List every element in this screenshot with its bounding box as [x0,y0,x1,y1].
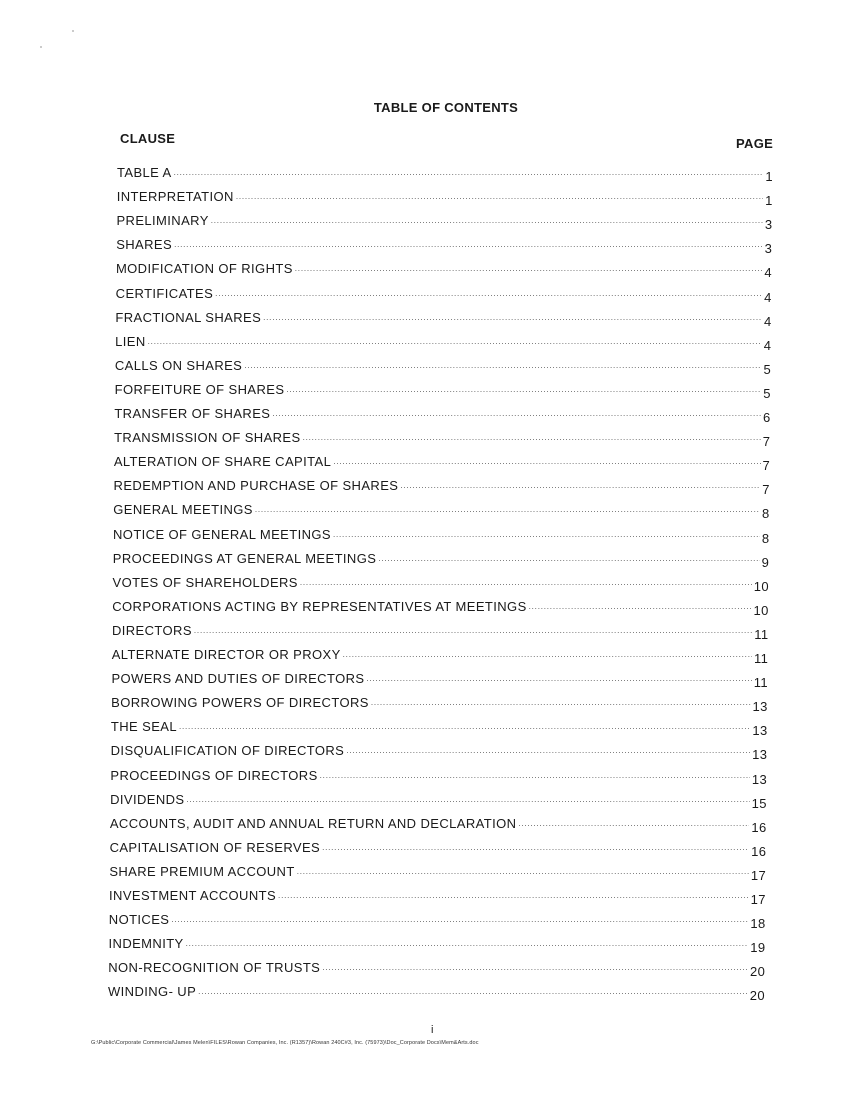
toc-dot-leader [198,982,748,996]
toc-entry-page: 4 [764,289,772,305]
toc-entry-label: CALLS ON SHARES [114,357,243,373]
toc-dot-leader [371,693,751,707]
toc-entry [109,862,767,883]
toc-dot-leader [529,597,752,611]
toc-entry [115,284,772,305]
toc-entry-label: NON-RECOGNITION OF TRUSTS [108,960,321,976]
toc-entry-label: GENERAL MEETINGS [113,502,253,518]
page-number: i [431,1024,434,1036]
scan-speck [40,46,42,48]
toc-entry-label: ALTERNATE DIRECTOR OR PROXY [111,647,341,662]
toc-dot-leader [322,958,748,972]
toc-dot-leader [179,717,750,731]
scan-speck [72,30,74,32]
toc-entry-label: VOTES OF SHAREHOLDERS [112,574,298,590]
toc-dot-leader [148,332,762,346]
toc-entry-label: PROCEEDINGS OF DIRECTORS [110,767,318,783]
toc-entry-page: 9 [761,554,770,570]
toc-entry-label: WINDING- UP [108,984,197,1000]
toc-dot-leader [215,284,762,298]
toc-entry-label: REDEMPTION AND PURCHASE OF SHARES [113,478,399,494]
toc-entry-page: 13 [752,699,768,715]
toc-entry-label: DISQUALIFICATION OF DIRECTORS [110,743,345,759]
toc-dot-leader [263,308,762,322]
toc-entry-label: INDEMNITY [108,936,184,952]
page-title: TABLE OF CONTENTS [373,100,519,115]
toc-entry [111,621,769,642]
toc-entry [109,814,767,835]
toc-dot-leader [333,452,760,466]
toc-entry-page: 5 [763,385,771,401]
toc-dot-leader [400,476,760,490]
toc-entry-page: 17 [750,892,766,907]
toc-entry [116,211,773,233]
toc-entry [113,500,770,522]
toc-entry-label: PROCEEDINGS AT GENERAL MEETINGS [112,550,377,566]
toc-entry [109,838,767,859]
toc-entry-label: PRELIMINARY [116,213,209,229]
toc-dot-leader [300,573,752,587]
toc-dot-leader [343,645,752,659]
toc-entry [114,428,771,450]
toc-entry-label: FORFEITURE OF SHARES [114,381,285,397]
toc-dot-leader [518,814,749,828]
toc-dot-leader [333,525,760,539]
toc-entry [108,910,766,932]
toc-entry-label: SHARES [116,237,173,253]
toc-entry-page: 16 [751,843,767,859]
toc-entry-page: 18 [750,916,766,932]
toc-entry-label: CORPORATIONS ACTING BY REPRESENTATIVES AT MEETINGS [112,598,527,614]
toc-entry-page: 10 [753,578,769,594]
toc-entry [108,982,765,1004]
toc-entry-page: 5 [763,361,772,377]
toc-entry-label: INTERPRETATION [116,189,234,205]
toc-entry-page: 7 [762,434,771,450]
toc-entry-page: 1 [765,193,773,209]
toc-entry-page: 8 [762,506,770,522]
toc-entry-page: 11 [754,626,769,642]
toc-entry [111,669,769,691]
toc-entry-page: 3 [764,217,773,233]
clause-column-header: CLAUSE [120,131,176,146]
toc-entry-page: 1 [765,169,773,184]
toc-entry-page: 11 [753,675,769,691]
toc-entry-label: ALTERATION OF SHARE CAPITAL [113,454,332,470]
toc-entry-page: 4 [763,313,772,329]
toc-entry-page: 8 [761,530,770,546]
toc-entry [114,380,771,401]
toc-dot-leader [297,862,749,876]
toc-dot-leader [186,934,749,948]
toc-dot-leader [171,910,748,924]
toc-entry-label: NOTICE OF GENERAL MEETINGS [113,526,331,542]
toc-entry [116,235,773,257]
toc-entry-page: 4 [764,265,773,281]
toc-entry [116,187,773,209]
toc-entry-label: DIVIDENDS [110,791,185,807]
toc-entry-label: CERTIFICATES [115,285,214,301]
toc-entry-page: 13 [751,771,768,787]
toc-entry-label: LIEN [115,333,146,349]
toc-entry [108,958,766,980]
footer-file-path: G:\Public\Corporate Commercial\James Melen\FILES\Rowan Companies, Inc. (R1357)\Rowan 240C#3, Inc. (75973)\Doc_Corporate Docs\Mem&Arts.doc [91,1040,479,1046]
toc-dot-leader [346,741,750,755]
toc-entry-page: 16 [751,819,767,835]
toc-entry-page: 13 [752,747,768,763]
toc-entry [114,404,771,425]
toc-entry [115,259,773,281]
toc-dot-leader [303,428,761,442]
toc-entry-label: CAPITALISATION OF RESERVES [109,839,321,855]
toc-dot-leader [272,404,761,418]
toc-entry [114,356,772,377]
toc-entry [113,476,770,498]
page-column-header: PAGE [736,136,774,151]
toc-entry-page: 3 [764,241,773,257]
toc-entry-page: 4 [763,337,772,353]
toc-dot-leader [211,211,763,225]
toc-entry-label: TRANSMISSION OF SHARES [114,430,301,446]
toc-entry-page: 7 [762,458,771,474]
toc-dot-leader [378,549,759,563]
toc-dot-leader [255,500,760,514]
toc-entry [112,573,770,594]
toc-dot-leader [322,838,749,852]
toc-entry-label: BORROWING POWERS OF DIRECTORS [111,695,369,711]
toc-entry-label: THE SEAL [110,719,177,735]
toc-entry [115,308,772,329]
toc-entry-label: NOTICES [108,912,170,928]
toc-entry [115,332,772,353]
toc-dot-leader [366,669,751,683]
toc-entry-label: SHARE PREMIUM ACCOUNT [109,863,295,879]
toc-dot-leader [278,886,749,900]
toc-entry-page: 17 [750,867,767,883]
toc-dot-leader [174,163,764,177]
toc-entry [111,693,768,715]
toc-entry-page: 20 [749,988,765,1004]
toc-entry [110,741,768,763]
toc-entry-label: DIRECTORS [111,622,192,638]
toc-entry [109,886,766,907]
toc-dot-leader [295,259,763,273]
toc-entry-page: 6 [762,410,771,425]
toc-entry-page: 11 [753,651,769,666]
toc-entry-label: TRANSFER OF SHARES [114,406,271,421]
toc-entry-page: 15 [751,795,767,811]
toc-entry-label: TABLE A [117,165,172,180]
toc-entry-label: MODIFICATION OF RIGHTS [115,261,293,277]
toc-entry [110,790,767,811]
toc-entry-label: ACCOUNTS, AUDIT AND ANNUAL RETURN AND DECLARATION [109,815,517,831]
toc-dot-leader [194,621,752,635]
toc-entry [111,645,769,666]
toc-entry-page: 13 [752,723,768,739]
toc-dot-leader [286,380,761,394]
toc-entry [113,452,771,474]
toc-entry-page: 19 [750,940,766,956]
toc-entry-label: POWERS AND DUTIES OF DIRECTORS [111,671,365,687]
toc-entry [110,717,768,739]
toc-entry [112,549,770,570]
toc-dot-leader [174,235,763,249]
toc-entry [112,597,769,618]
toc-entry-page: 20 [749,964,766,980]
toc-entry-page: 10 [753,602,769,618]
toc-entry [113,525,770,546]
toc-dot-leader [187,790,750,804]
toc-dot-leader [244,356,761,370]
toc-dot-leader [320,766,750,780]
toc-entry-label: INVESTMENT ACCOUNTS [109,888,277,903]
toc-entry-page: 7 [762,482,770,498]
toc-entry [117,163,773,184]
toc-dot-leader [236,187,763,201]
toc-entry [108,934,766,956]
toc-entry [110,766,768,787]
toc-entry-label: FRACTIONAL SHARES [115,309,262,325]
